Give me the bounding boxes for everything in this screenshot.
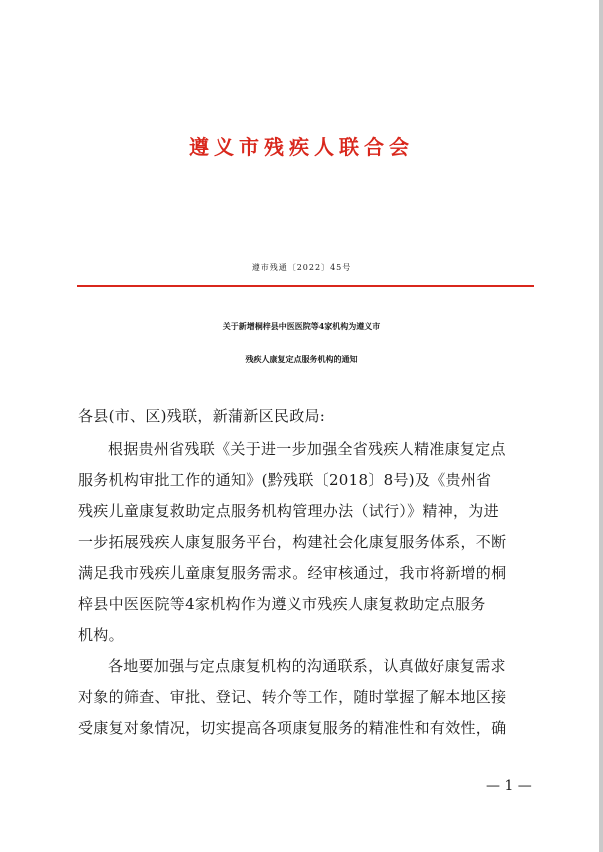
page-number: — 1 — <box>486 778 532 794</box>
paragraph-2-line: 受康复对象情况，切实提高各项康复服务的精准性和有效性，确 <box>78 719 507 737</box>
title-line-2: 残疾人康复定点服务机构的通知 <box>245 354 358 364</box>
paragraph-1-line: 满足我市残疾儿童康复服务需求。经审核通过，我市将新增的桐 <box>78 564 507 582</box>
paragraph-1-line: 机构。 <box>78 626 124 644</box>
salutation: 各县(市、区)残联，新蒲新区民政局: <box>78 407 326 425</box>
paragraph-1-line: 服务机构审批工作的通知》(黔残联〔2018〕8号)及《贵州省 <box>78 471 492 489</box>
document-number: 遵市残通〔2022〕45号 <box>251 263 352 272</box>
paragraph-1-line: 根据贵州省残联《关于进一步加强全省残疾人精准康复定点 <box>108 440 506 458</box>
red-rule-divider <box>77 285 534 287</box>
paragraph-2-line: 对象的筛查、审批、登记、转介等工作，随时掌握了解本地区接 <box>78 688 507 706</box>
masthead: 遵义市残疾人联合会 <box>189 135 414 159</box>
paragraph-1-line: 梓县中医医院等4家机构作为遵义市残疾人康复救助定点服务 <box>78 595 486 613</box>
title-line-1: 关于新增桐梓县中医医院等4家机构为遵义市 <box>222 321 381 331</box>
paragraph-1-line: 一步拓展残疾人康复服务平台，构建社会化康复服务体系，不断 <box>78 533 507 551</box>
paragraph-2-line: 各地要加强与定点康复机构的沟通联系，认真做好康复需求 <box>108 657 506 675</box>
paragraph-1-line: 残疾儿童康复救助定点服务机构管理办法（试行）》精神，为进 <box>78 502 499 520</box>
